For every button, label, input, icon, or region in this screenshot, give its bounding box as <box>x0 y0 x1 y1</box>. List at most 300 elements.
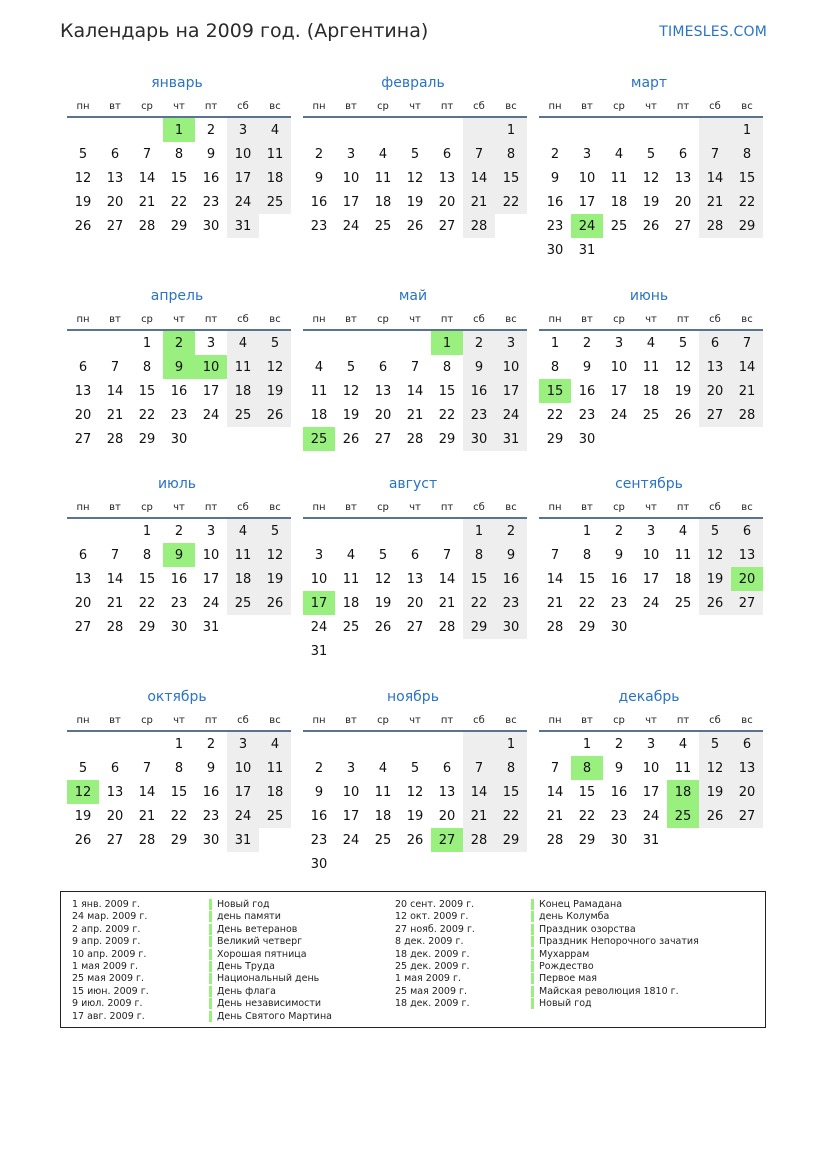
day-cell: 17 <box>495 379 527 403</box>
weekday-header: вс <box>259 713 291 731</box>
day-cell: 22 <box>578 595 596 611</box>
empty-cell <box>699 828 731 852</box>
day-cell: 19 <box>74 194 92 210</box>
day-cell: 24 <box>642 808 660 824</box>
legend-date: 12 окт. 2009 г. <box>395 911 469 923</box>
day-cell: 10 <box>642 547 660 563</box>
day-cell: 8 <box>174 760 184 776</box>
empty-cell <box>99 518 131 543</box>
weekday-header: пт <box>195 713 227 731</box>
day-cell: 20 <box>106 194 124 210</box>
day-cell: 7 <box>463 142 495 166</box>
empty-cell <box>335 731 367 756</box>
day-cell: 28 <box>463 214 495 238</box>
day-cell: 10 <box>642 760 660 776</box>
day-cell: 10 <box>227 756 259 780</box>
day-cell: 9 <box>614 760 624 776</box>
month-calendar <box>539 474 763 639</box>
day-cell: 27 <box>431 828 463 852</box>
day-cell: 8 <box>142 547 152 563</box>
weekday-header: сб <box>699 99 731 117</box>
day-cell: 28 <box>546 619 564 635</box>
day-cell: 7 <box>699 142 731 166</box>
day-cell: 30 <box>578 431 596 447</box>
day-cell: 7 <box>442 547 452 563</box>
day-cell: 30 <box>610 832 628 848</box>
empty-cell <box>99 117 131 142</box>
weekday-header: ср <box>603 713 635 731</box>
day-cell: 5 <box>259 518 291 543</box>
day-cell: 18 <box>642 383 660 399</box>
day-cell: 29 <box>731 214 763 238</box>
day-cell: 15 <box>731 166 763 190</box>
weekday-header: чт <box>635 713 667 731</box>
day-cell: 21 <box>546 595 564 611</box>
day-cell: 17 <box>342 194 360 210</box>
day-cell: 5 <box>646 146 656 162</box>
day-cell: 29 <box>138 619 156 635</box>
empty-cell <box>335 518 367 543</box>
month-name: октябрь <box>147 689 207 705</box>
day-cell: 11 <box>342 571 360 587</box>
day-cell: 27 <box>74 431 92 447</box>
empty-cell <box>67 731 99 756</box>
legend-holiday-name: День Труда <box>209 961 275 972</box>
day-cell: 2 <box>550 146 560 162</box>
day-cell: 14 <box>463 780 495 804</box>
day-cell: 3 <box>495 330 527 355</box>
day-cell: 24 <box>227 190 259 214</box>
day-cell: 13 <box>406 571 424 587</box>
day-cell: 15 <box>495 166 527 190</box>
empty-cell <box>731 615 763 639</box>
legend-holiday-name: Рождество <box>531 961 594 972</box>
empty-cell <box>431 731 463 756</box>
legend-holiday-name: Великий четверг <box>209 936 302 947</box>
day-cell: 5 <box>378 547 388 563</box>
empty-cell <box>303 518 335 543</box>
day-cell: 13 <box>106 170 124 186</box>
legend-date: 18 дек. 2009 г. <box>395 998 470 1010</box>
day-cell: 31 <box>495 427 527 451</box>
month-calendar <box>539 286 763 451</box>
month-calendar <box>303 73 527 238</box>
empty-cell <box>303 117 335 142</box>
day-cell: 26 <box>699 804 731 828</box>
empty-cell <box>259 615 291 639</box>
day-cell: 24 <box>202 407 220 423</box>
empty-cell <box>603 427 635 451</box>
empty-cell <box>367 330 399 355</box>
legend-date: 2 апр. 2009 г. <box>72 923 141 935</box>
legend-holiday-name: День ветеранов <box>209 924 297 935</box>
day-cell: 4 <box>259 731 291 756</box>
weekday-header: пт <box>667 312 699 330</box>
day-cell: 15 <box>170 784 188 800</box>
month-calendar <box>67 286 291 451</box>
empty-cell <box>67 330 99 355</box>
weekday-header: ср <box>367 99 399 117</box>
day-cell: 17 <box>642 784 660 800</box>
weekday-header: ср <box>603 312 635 330</box>
weekday-header: пт <box>195 99 227 117</box>
day-cell: 2 <box>206 736 216 752</box>
weekday-header: ср <box>131 713 163 731</box>
day-cell: 27 <box>731 804 763 828</box>
day-cell: 22 <box>495 190 527 214</box>
day-cell: 14 <box>438 571 456 587</box>
day-cell: 28 <box>438 619 456 635</box>
day-cell: 16 <box>578 383 596 399</box>
weekday-header: ср <box>367 713 399 731</box>
legend-holiday-name: Первое мая <box>531 973 597 984</box>
day-cell: 14 <box>546 571 564 587</box>
day-cell: 4 <box>378 146 388 162</box>
month-calendar <box>303 286 527 451</box>
month-table <box>67 312 291 451</box>
day-cell: 9 <box>314 170 324 186</box>
weekday-header: чт <box>399 312 431 330</box>
day-cell: 29 <box>170 218 188 234</box>
day-cell: 17 <box>202 383 220 399</box>
day-cell: 3 <box>346 146 356 162</box>
day-cell: 17 <box>342 808 360 824</box>
day-cell: 18 <box>227 379 259 403</box>
day-cell: 8 <box>174 146 184 162</box>
day-cell: 17 <box>227 780 259 804</box>
weekday-header: сб <box>227 312 259 330</box>
day-cell: 23 <box>310 832 328 848</box>
day-cell: 26 <box>406 832 424 848</box>
day-cell: 27 <box>438 218 456 234</box>
legend-right-names <box>531 899 699 1011</box>
weekday-header: вс <box>495 500 527 518</box>
empty-cell <box>259 214 291 238</box>
day-cell: 20 <box>438 194 456 210</box>
empty-cell <box>667 238 699 262</box>
day-cell: 12 <box>374 571 392 587</box>
day-cell: 11 <box>642 359 660 375</box>
day-cell: 2 <box>314 146 324 162</box>
day-cell: 18 <box>310 407 328 423</box>
weekday-header: пн <box>67 500 99 518</box>
day-cell: 16 <box>495 567 527 591</box>
day-cell: 13 <box>74 571 92 587</box>
empty-cell <box>67 518 99 543</box>
day-cell: 23 <box>310 218 328 234</box>
day-cell: 13 <box>438 784 456 800</box>
day-cell: 26 <box>259 403 291 427</box>
empty-cell <box>495 214 527 238</box>
day-cell: 5 <box>346 359 356 375</box>
day-cell: 7 <box>463 756 495 780</box>
day-cell: 24 <box>342 832 360 848</box>
legend-holiday-name: Хорошая пятница <box>209 949 307 960</box>
day-cell: 28 <box>106 431 124 447</box>
weekday-header: вт <box>99 713 131 731</box>
legend-date: 1 янв. 2009 г. <box>72 899 140 910</box>
day-cell: 4 <box>346 547 356 563</box>
day-cell: 2 <box>206 122 216 138</box>
day-cell: 19 <box>259 379 291 403</box>
day-cell: 2 <box>174 523 184 539</box>
day-cell: 29 <box>463 615 495 639</box>
day-cell: 5 <box>410 760 420 776</box>
weekday-header: пт <box>195 312 227 330</box>
day-cell: 18 <box>374 194 392 210</box>
day-cell: 6 <box>110 146 120 162</box>
empty-cell <box>431 639 463 663</box>
day-cell: 1 <box>495 117 527 142</box>
empty-cell <box>399 330 431 355</box>
day-cell: 23 <box>202 808 220 824</box>
day-cell: 23 <box>170 407 188 423</box>
day-cell: 25 <box>610 218 628 234</box>
weekday-header: чт <box>163 713 195 731</box>
day-cell: 15 <box>438 383 456 399</box>
day-cell: 13 <box>731 756 763 780</box>
month-calendar <box>539 73 763 262</box>
day-cell: 16 <box>610 571 628 587</box>
day-cell: 4 <box>314 359 324 375</box>
day-cell: 4 <box>678 523 688 539</box>
day-cell: 27 <box>406 619 424 635</box>
empty-cell <box>539 731 571 756</box>
empty-cell <box>367 518 399 543</box>
day-cell: 30 <box>202 832 220 848</box>
day-cell: 28 <box>106 619 124 635</box>
empty-cell <box>99 731 131 756</box>
day-cell: 3 <box>646 736 656 752</box>
day-cell: 10 <box>578 170 596 186</box>
legend-date: 9 июл. 2009 г. <box>72 998 143 1010</box>
empty-cell <box>463 639 495 663</box>
day-cell: 22 <box>495 804 527 828</box>
weekday-header: ср <box>131 312 163 330</box>
day-cell: 11 <box>674 547 692 563</box>
empty-cell <box>431 852 463 876</box>
day-cell: 17 <box>202 571 220 587</box>
weekday-header: ср <box>367 312 399 330</box>
day-cell: 8 <box>550 359 560 375</box>
holiday-legend <box>60 891 766 1028</box>
day-cell: 29 <box>495 828 527 852</box>
day-cell: 6 <box>731 731 763 756</box>
day-cell: 18 <box>227 567 259 591</box>
month-name: апрель <box>150 288 204 304</box>
day-cell: 24 <box>610 407 628 423</box>
day-cell: 3 <box>646 523 656 539</box>
day-cell: 19 <box>374 595 392 611</box>
empty-cell <box>635 238 667 262</box>
day-cell: 30 <box>310 856 328 872</box>
day-cell: 13 <box>374 383 392 399</box>
empty-cell <box>463 852 495 876</box>
day-cell: 23 <box>170 595 188 611</box>
day-cell: 7 <box>410 359 420 375</box>
month-table <box>539 312 763 451</box>
day-cell: 23 <box>610 595 628 611</box>
weekday-header: пн <box>303 713 335 731</box>
day-cell: 7 <box>110 547 120 563</box>
day-cell: 22 <box>578 808 596 824</box>
day-cell: 6 <box>410 547 420 563</box>
weekday-header: чт <box>635 500 667 518</box>
day-cell: 19 <box>674 383 692 399</box>
day-cell: 25 <box>259 804 291 828</box>
day-cell: 10 <box>195 355 227 379</box>
day-cell: 21 <box>731 379 763 403</box>
legend-holiday-name: день памяти <box>209 911 281 922</box>
weekday-header: сб <box>699 713 731 731</box>
empty-cell <box>259 828 291 852</box>
day-cell: 16 <box>170 383 188 399</box>
site-link[interactable]: TIMESLES.COM <box>659 24 767 40</box>
day-cell: 22 <box>731 190 763 214</box>
day-cell: 12 <box>406 170 424 186</box>
day-cell: 20 <box>374 407 392 423</box>
day-cell: 14 <box>138 170 156 186</box>
day-cell: 20 <box>74 407 92 423</box>
day-cell: 11 <box>227 543 259 567</box>
day-cell: 12 <box>674 359 692 375</box>
day-cell: 3 <box>227 117 259 142</box>
day-cell: 26 <box>342 431 360 447</box>
weekday-header: ср <box>367 500 399 518</box>
day-cell: 3 <box>206 523 216 539</box>
legend-date: 24 мар. 2009 г. <box>72 911 148 923</box>
legend-holiday-name: Новый год <box>209 899 270 910</box>
day-cell: 4 <box>614 146 624 162</box>
day-cell: 21 <box>463 190 495 214</box>
day-cell: 6 <box>442 146 452 162</box>
month-calendar <box>67 687 291 852</box>
day-cell: 27 <box>699 403 731 427</box>
empty-cell <box>731 427 763 451</box>
day-cell: 27 <box>731 591 763 615</box>
legend-date: 15 июн. 2009 г. <box>72 985 149 997</box>
day-cell: 9 <box>550 170 560 186</box>
day-cell: 5 <box>78 760 88 776</box>
day-cell: 23 <box>578 407 596 423</box>
legend-holiday-name: Праздник Непорочного зачатия <box>531 936 699 947</box>
day-cell: 11 <box>374 170 392 186</box>
weekday-header: вт <box>99 500 131 518</box>
month-name: июль <box>157 476 197 492</box>
day-cell: 3 <box>614 335 624 351</box>
day-cell: 6 <box>731 518 763 543</box>
day-cell: 29 <box>578 832 596 848</box>
empty-cell <box>699 117 731 142</box>
day-cell: 1 <box>142 335 152 351</box>
empty-cell <box>667 117 699 142</box>
weekday-header: сб <box>463 713 495 731</box>
legend-date: 10 апр. 2009 г. <box>72 948 147 960</box>
month-name: февраль <box>381 75 445 91</box>
empty-cell <box>131 731 163 756</box>
weekday-header: пн <box>539 99 571 117</box>
empty-cell <box>367 639 399 663</box>
day-cell: 22 <box>170 808 188 824</box>
empty-cell <box>495 852 527 876</box>
day-cell: 3 <box>582 146 592 162</box>
day-cell: 1 <box>550 335 560 351</box>
day-cell: 22 <box>438 407 456 423</box>
day-cell: 25 <box>667 804 699 828</box>
day-cell: 9 <box>163 543 195 567</box>
day-cell: 20 <box>438 808 456 824</box>
empty-cell <box>539 117 571 142</box>
weekday-header: вс <box>259 312 291 330</box>
day-cell: 2 <box>463 330 495 355</box>
day-cell: 1 <box>582 523 592 539</box>
day-cell: 24 <box>571 214 603 238</box>
empty-cell <box>571 117 603 142</box>
weekday-header: пт <box>431 99 463 117</box>
day-cell: 4 <box>259 117 291 142</box>
day-cell: 16 <box>170 571 188 587</box>
day-cell: 2 <box>614 523 624 539</box>
weekday-header: сб <box>463 500 495 518</box>
day-cell: 8 <box>582 547 592 563</box>
empty-cell <box>99 330 131 355</box>
day-cell: 17 <box>610 383 628 399</box>
day-cell: 26 <box>642 218 660 234</box>
day-cell: 25 <box>374 218 392 234</box>
month-calendar <box>303 687 527 876</box>
day-cell: 10 <box>495 355 527 379</box>
weekday-header: вт <box>571 312 603 330</box>
day-cell: 30 <box>170 431 188 447</box>
day-cell: 22 <box>546 407 564 423</box>
day-cell: 16 <box>310 194 328 210</box>
weekday-header: вт <box>571 99 603 117</box>
legend-holiday-name: Конец Рамадана <box>531 899 622 910</box>
empty-cell <box>367 852 399 876</box>
day-cell: 28 <box>406 431 424 447</box>
empty-cell <box>603 117 635 142</box>
empty-cell <box>699 615 731 639</box>
weekday-header: пн <box>303 312 335 330</box>
day-cell: 25 <box>342 619 360 635</box>
day-cell: 1 <box>582 736 592 752</box>
day-cell: 20 <box>699 379 731 403</box>
day-cell: 16 <box>546 194 564 210</box>
day-cell: 23 <box>495 591 527 615</box>
empty-cell <box>367 731 399 756</box>
weekday-header: вт <box>571 713 603 731</box>
day-cell: 26 <box>374 619 392 635</box>
day-cell: 24 <box>227 804 259 828</box>
legend-date: 25 мая 2009 г. <box>72 973 145 985</box>
weekday-header: вс <box>731 312 763 330</box>
weekday-header: сб <box>463 99 495 117</box>
day-cell: 1 <box>463 518 495 543</box>
day-cell: 21 <box>463 804 495 828</box>
month-name: июнь <box>629 288 669 304</box>
month-table <box>539 99 763 262</box>
empty-cell <box>431 518 463 543</box>
day-cell: 3 <box>227 731 259 756</box>
weekday-header: вс <box>259 500 291 518</box>
day-cell: 12 <box>259 355 291 379</box>
day-cell: 21 <box>438 595 456 611</box>
empty-cell <box>539 518 571 543</box>
legend-date: 1 мая 2009 г. <box>72 960 138 972</box>
day-cell: 30 <box>546 242 564 258</box>
day-cell: 7 <box>110 359 120 375</box>
legend-holiday-name: Майская революция 1810 г. <box>531 986 679 997</box>
